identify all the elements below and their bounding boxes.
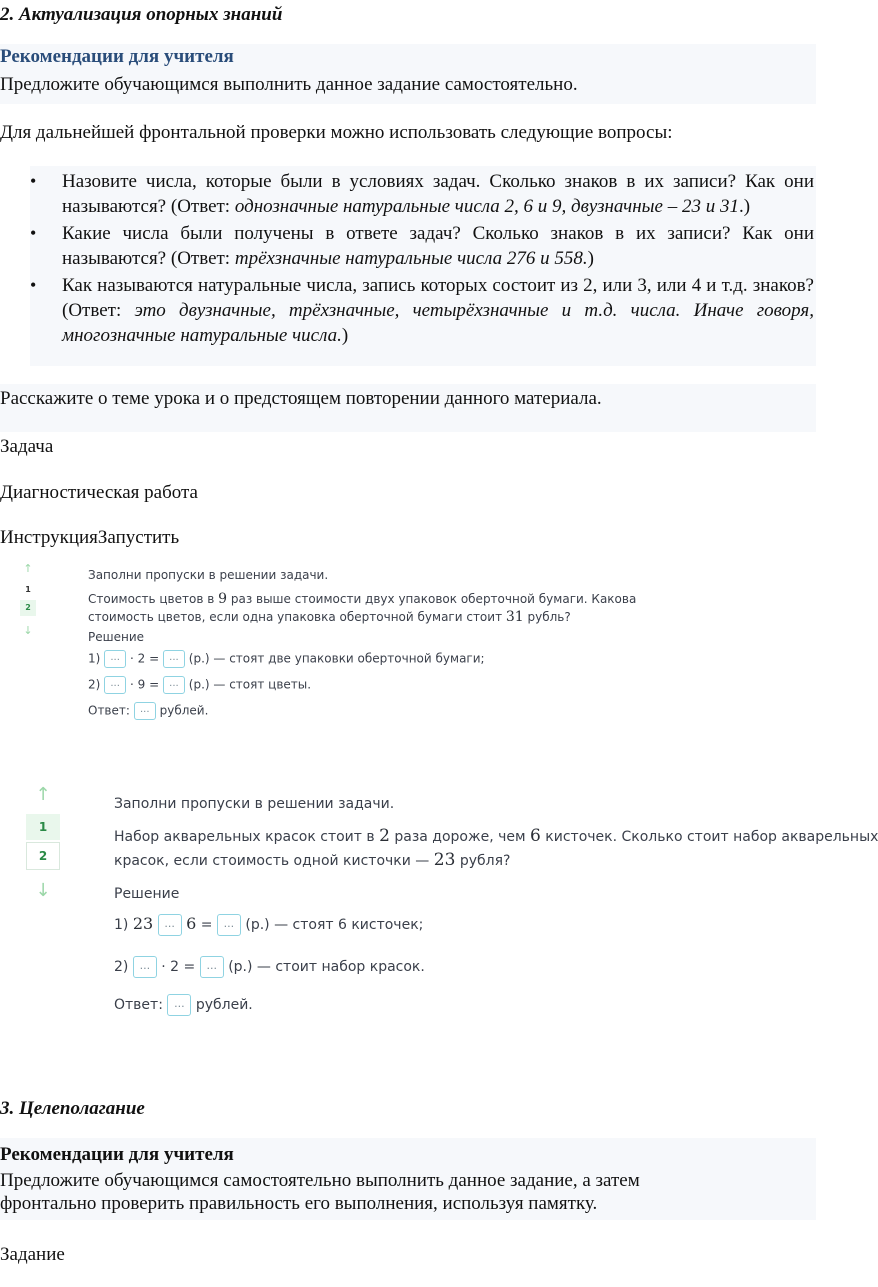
- solution-step-1: 1) 23 ... 6 = ... (р.) — стоят 6 кисточек;: [114, 914, 423, 936]
- task-condition-line-1: Стоимость цветов в 9 раз выше стоимости двух упаковок оберточной бумаги. Какова: [88, 591, 637, 607]
- instruction-launch-label[interactable]: ИнструкцияЗапустить: [0, 527, 180, 548]
- answer-input[interactable]: ...: [217, 914, 241, 936]
- arrow-down-icon[interactable]: ↓: [35, 880, 51, 901]
- solution-step-2: 2) ... · 2 = ... (р.) — стоит набор красок.: [114, 956, 425, 978]
- answer-input[interactable]: ...: [133, 956, 157, 978]
- recommendation-text-line-2: фронтально проверить правильность его выполнения, используя памятку.: [0, 1193, 598, 1214]
- answer-row: Ответ: ... рублей.: [88, 702, 208, 720]
- recommendation-title: Рекомендации для учителя: [0, 46, 234, 67]
- answer-row: Ответ: ... рублей.: [114, 994, 253, 1016]
- solution-step-1: 1) ... · 2 = ... (р.) — стоят две упаковки оберточной бумаги;: [88, 650, 485, 668]
- assignment-label: Задание: [0, 1244, 65, 1265]
- task-2-screenshot: [0, 780, 878, 1030]
- task-prompt: Заполни пропуски в решении задачи.: [88, 568, 329, 582]
- arrow-up-icon[interactable]: ↑: [23, 562, 33, 575]
- questions-list: [0, 169, 814, 350]
- question-item: • Как называются натуральные числа, запись которых состоит из 2, или 3, или 4 и т.д. знаков? (Ответ: это двузначные, трёхзначные, четырёхзначные и т.д. числа. Иначе говоря, многозначные натуральные числа.): [0, 273, 814, 348]
- task-prompt: Заполни пропуски в решении задачи.: [114, 796, 395, 812]
- answer-input[interactable]: ...: [163, 650, 185, 668]
- task-nav-item-2[interactable]: 2: [26, 842, 60, 870]
- answer-input[interactable]: ...: [104, 676, 126, 694]
- solution-label: Решение: [114, 886, 180, 902]
- answer-input[interactable]: ...: [134, 702, 156, 720]
- answer-input[interactable]: ...: [158, 914, 182, 936]
- recommendation-text: Предложите обучающимся выполнить данное задание самостоятельно.: [0, 74, 578, 95]
- answer-input[interactable]: ...: [163, 676, 185, 694]
- answer-input[interactable]: ...: [200, 956, 224, 978]
- answer-input[interactable]: ...: [104, 650, 126, 668]
- section-2-heading: 2. Актуализация опорных знаний: [0, 4, 283, 25]
- task-condition-line-1: Набор акварельных красок стоит в 2 раза дороже, чем 6 кисточек. Сколько стоит набор акварельных: [114, 826, 878, 846]
- task-condition-line-2: стоимость цветов, если одна упаковка оберточной бумаги стоит 31 рубль?: [88, 609, 571, 625]
- question-item: • Назовите числа, которые были в условиях задач. Сколько знаков в их записи? Как они называются? (Ответ: однозначные натуральные числа 2, 6 и 9, двузначные – 23 и 31.): [0, 169, 814, 219]
- arrow-down-icon[interactable]: ↓: [23, 624, 33, 637]
- task-condition-line-2: красок, если стоимость одной кисточки — 23 рубля?: [114, 850, 511, 870]
- task-nav-item-1[interactable]: 1: [26, 814, 60, 840]
- section-3-heading: 3. Целеполагание: [0, 1098, 145, 1119]
- task-nav-item-2[interactable]: 2: [20, 600, 36, 616]
- task-1-screenshot: [0, 560, 700, 730]
- after-block: [0, 384, 816, 432]
- recommendation-block-2: [0, 1138, 816, 1220]
- solution-label: Решение: [88, 630, 145, 644]
- lesson-topic-text: Расскажите о теме урока и о предстоящем повторении данного материала.: [0, 388, 602, 409]
- arrow-up-icon[interactable]: ↑: [35, 784, 51, 805]
- questions-intro: Для дальнейшей фронтальной проверки можно использовать следующие вопросы:: [0, 122, 673, 143]
- solution-step-2: 2) ... · 9 = ... (р.) — стоят цветы.: [88, 676, 311, 694]
- task-label: Задача: [0, 436, 54, 457]
- task-nav-item-1[interactable]: 1: [20, 582, 36, 598]
- question-item: • Какие числа были получены в ответе задач? Сколько знаков в их записи? Как они называются? (Ответ: трёхзначные натуральные числа 276 и 558.): [0, 221, 814, 271]
- answer-input[interactable]: ...: [167, 994, 191, 1016]
- recommendation-block: [0, 44, 816, 104]
- recommendation-title: Рекомендации для учителя: [0, 1144, 234, 1165]
- diagnostic-label: Диагностическая работа: [0, 482, 198, 503]
- recommendation-text-line-1: Предложите обучающимся самостоятельно выполнить данное задание, а затем: [0, 1170, 640, 1191]
